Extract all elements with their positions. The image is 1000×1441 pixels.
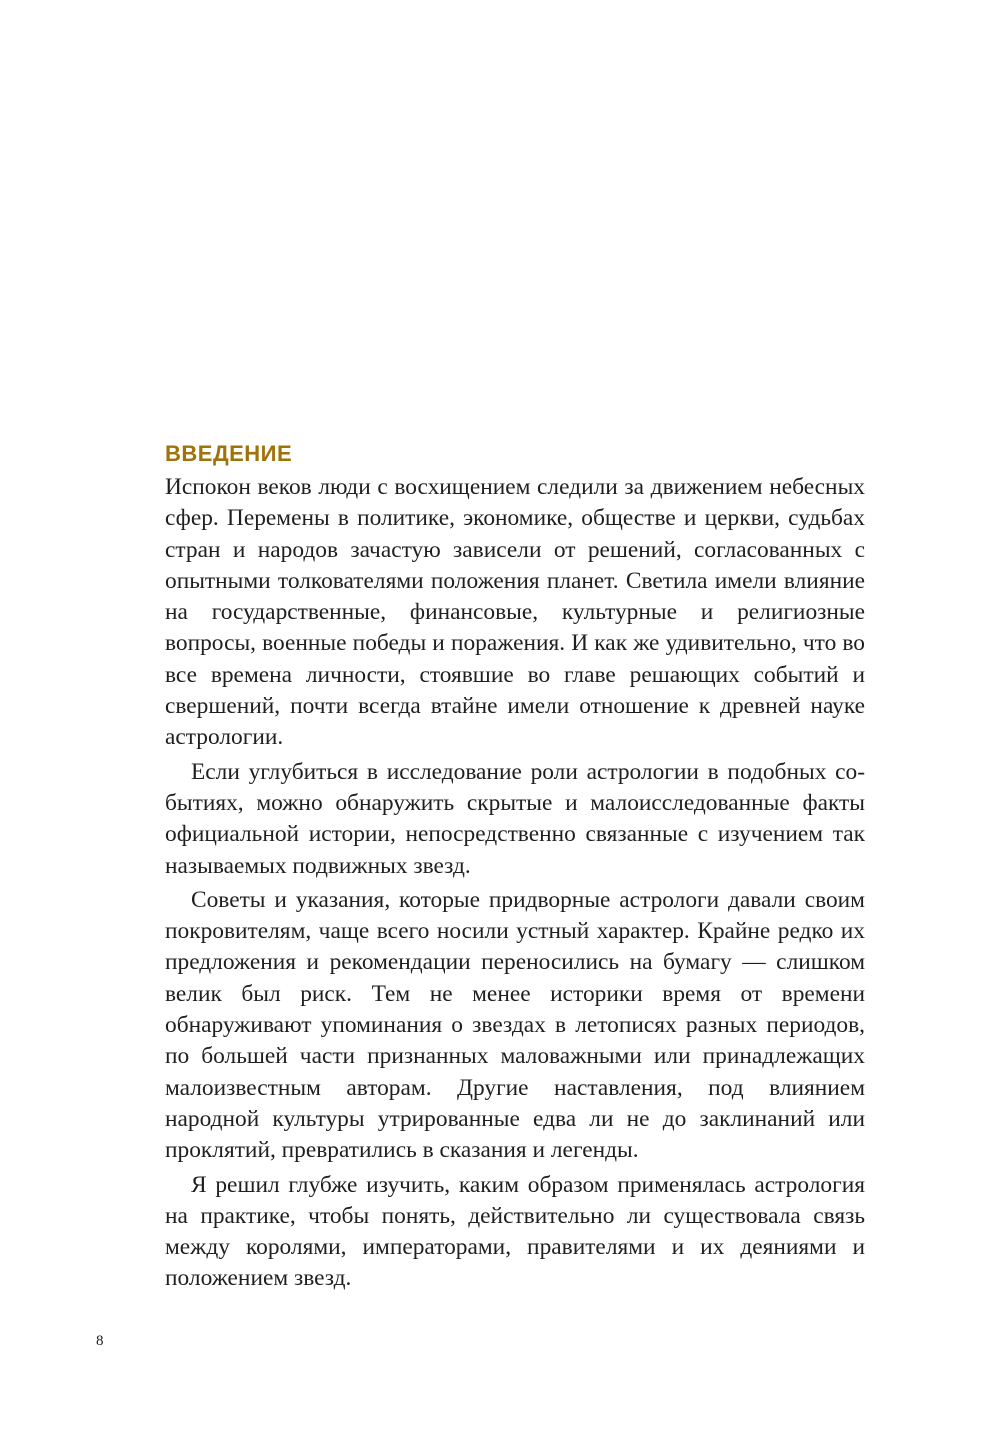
page-number: 8 <box>96 1333 104 1349</box>
chapter-title: ВВЕДЕНИЕ <box>165 441 293 466</box>
paragraph-4: Я решил глубже изучить, каким образом применялась астрология на практике, чтобы понять, действительно ли существовала связь между королями, императорами, правителями и их деяниями и положением звезд. <box>165 1171 865 1292</box>
paragraph-2: Если углубиться в исследование роли астрологии в подобных событиях, можно обнаружить скрытые и малоисследованные факты официальной истории, непосредственно связанные с изучением так называемых подвижных звезд. <box>165 758 865 879</box>
paragraph-3: Советы и указания, которые придворные астрологи давали своим покровителям, чаще всего носили устный характер. Крайне редко их предложения и рекомендации переносились на бумагу — слишком велик был риск. Тем не менее историки время от времени обнаруживают упоминания о звездах в летописях разных периодов, по большей части признанных маловажными или принадлежащих малоизвестным авторам. Другие наставления, под влиянием народной культуры утрированные едва ли не до заклинаний или проклятий, превратились в сказания и легенды. <box>165 886 865 1164</box>
page-content <box>165 440 865 1295</box>
paragraph-1: Испокон веков люди с восхищением следили за движением небесных сфер. Перемены в политике, экономике, обществе и церкви, судьбах стран и народов зачастую зависели от решений, согласованных с опытными толкователями положения планет. Светила имели влияние на государственные, финансовые, культурные и религиозные вопросы, военные победы и поражения. И как же удивительно, что во все времена личности, стоявшие во главе решающих событий и свершений, почти всегда втайне имели отношение к древней науке астрологии. <box>165 474 865 751</box>
